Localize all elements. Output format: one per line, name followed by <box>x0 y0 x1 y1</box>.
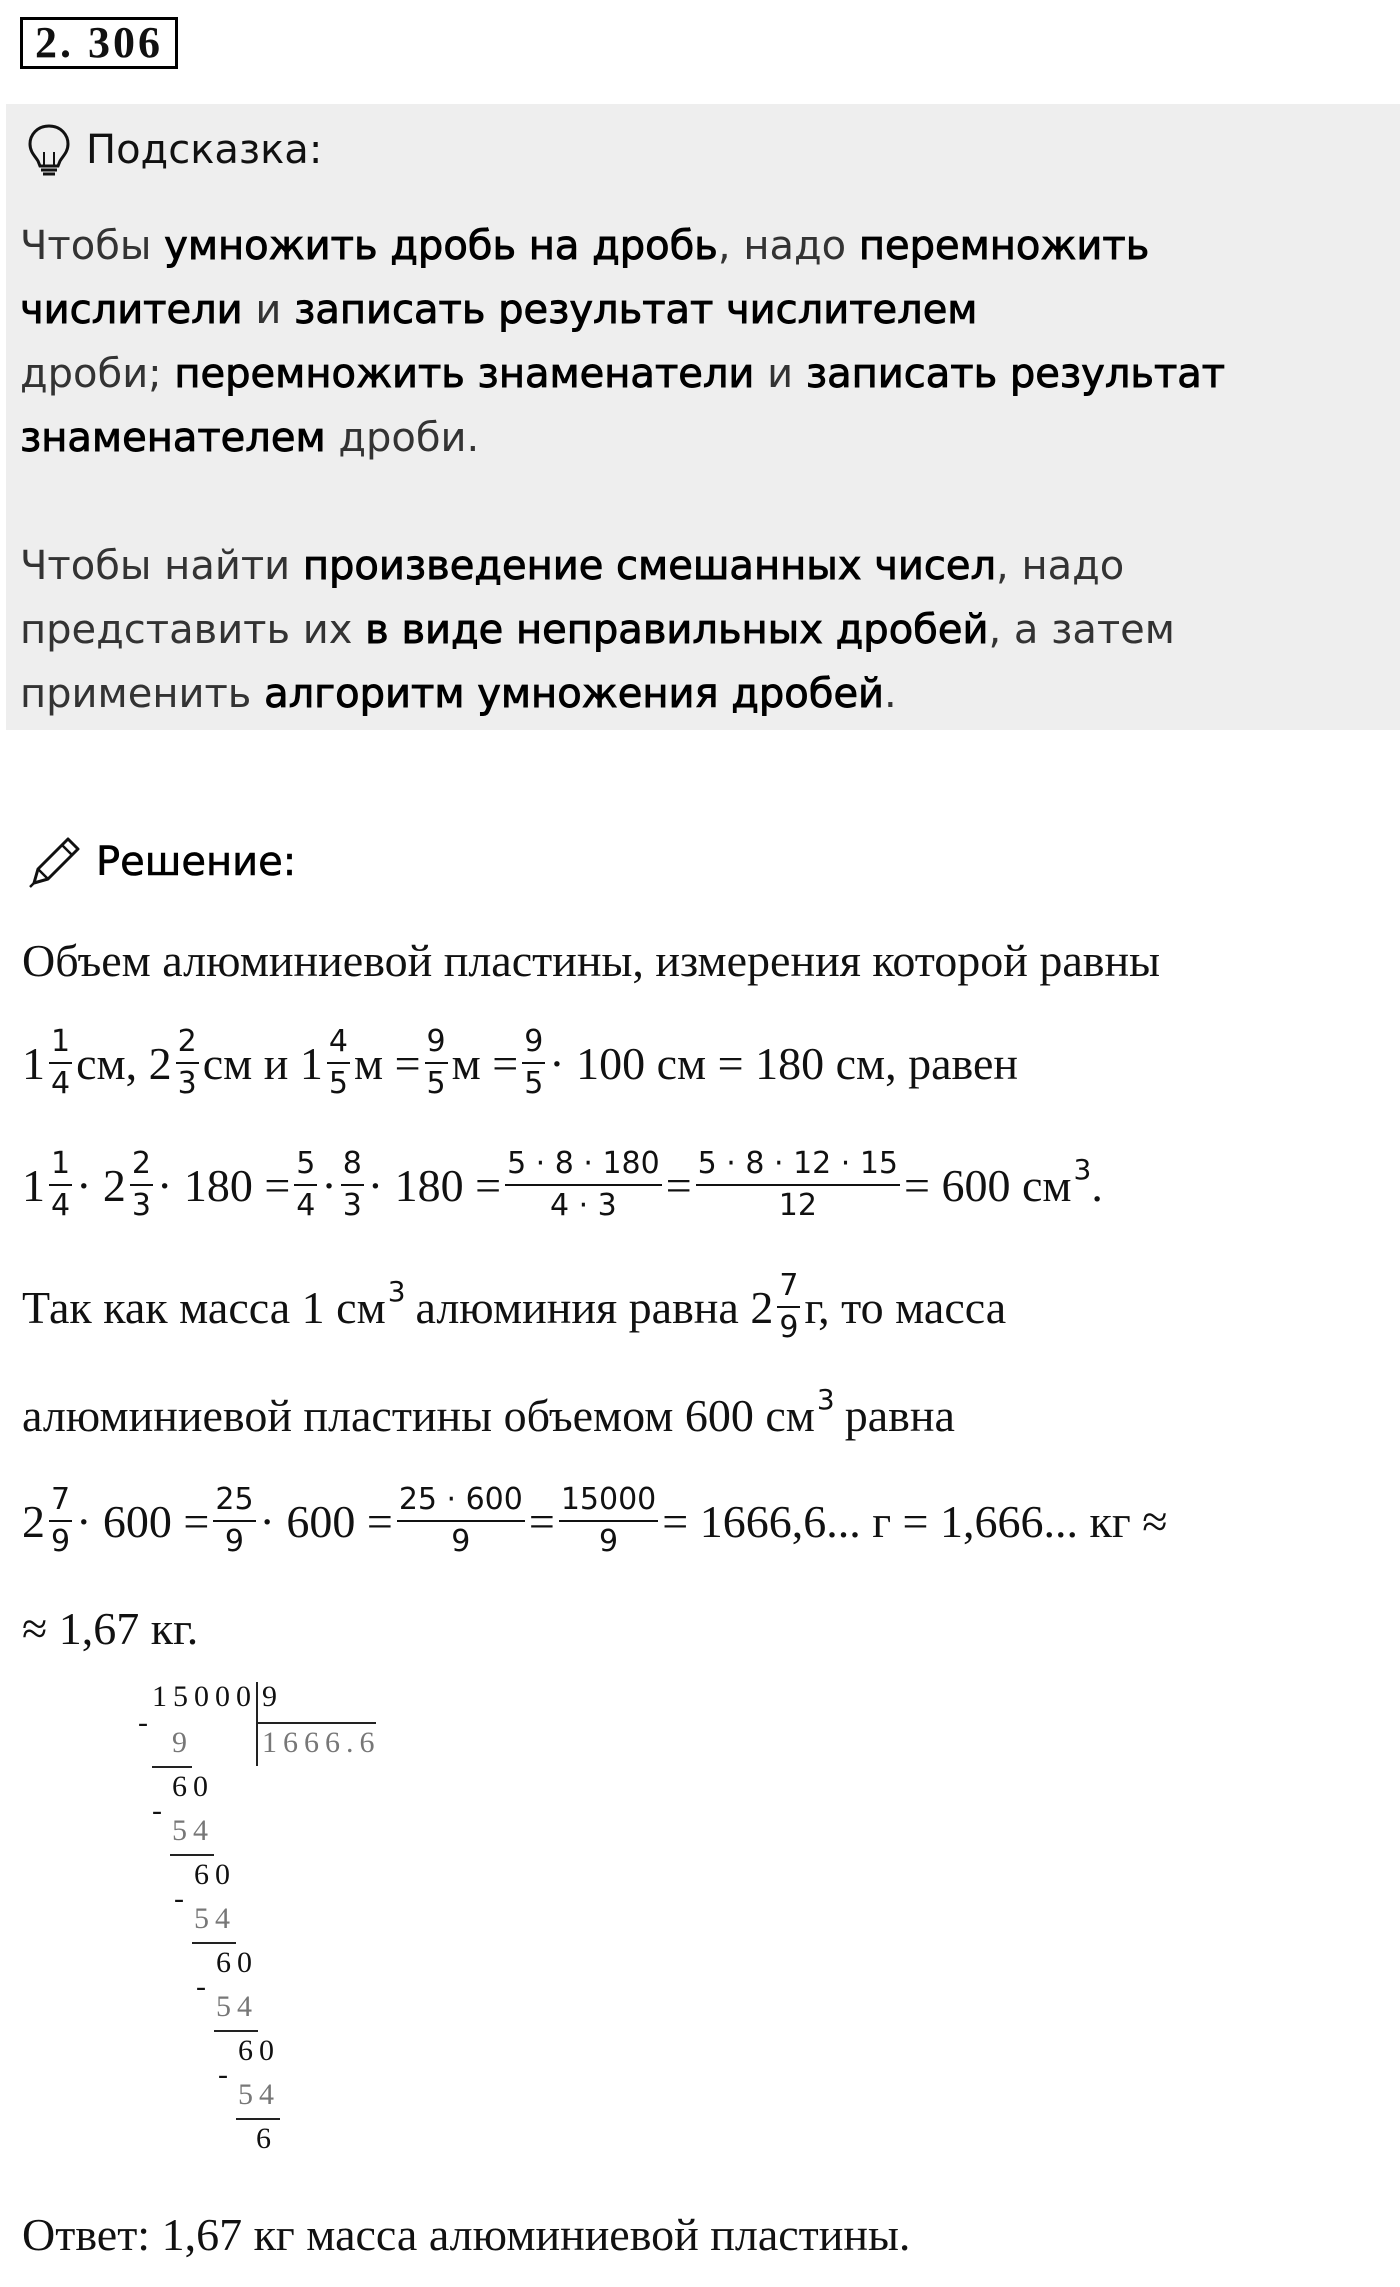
fraction: $\frac{1}{4}$ <box>51 1146 71 1223</box>
ld-line <box>214 2030 258 2032</box>
fraction: $\frac{5 \cdot 8 \cdot 12 \cdot 15}{12}$ <box>697 1146 899 1223</box>
fraction: $\frac{9}{5}$ <box>426 1024 446 1101</box>
fraction: $\frac{1}{4}$ <box>51 1024 71 1101</box>
hint-p1-line-2: числители и записать результат числителем <box>20 287 978 333</box>
problem-number: 2. 306 <box>20 17 178 69</box>
fraction: $\frac{25}{9}$ <box>215 1482 254 1559</box>
ld-line <box>152 1766 192 1768</box>
answer: Ответ: 1,67 кг масса алюминиевой пластины. <box>22 2208 911 2260</box>
ld-subtrahend: 54 <box>172 1814 214 1847</box>
ld-quotient: 1666.6 <box>262 1726 381 1759</box>
solution-line-6: 2 $\frac{7}{9}$ · 600 = $\frac{25}{9}$ · 600 = $\frac{25 \cdot 600}{9}$ = $\frac{15000}{9}$ = 1666,6... г = 1,666... кг ≈ <box>22 1476 1167 1566</box>
ld-remainder: 60 <box>238 2034 280 2067</box>
fraction: $\frac{4}{5}$ <box>328 1024 348 1101</box>
ld-line <box>192 1942 236 1944</box>
fraction: $\frac{15000}{9}$ <box>560 1482 657 1559</box>
ld-remainder: 60 <box>172 1770 214 1803</box>
fraction: $\frac{7}{9}$ <box>779 1268 799 1345</box>
ld-subtrahend: 54 <box>238 2078 280 2111</box>
pencil-icon <box>24 831 86 893</box>
fraction: $\frac{7}{9}$ <box>51 1482 71 1559</box>
ld-remainder: 6 <box>256 2122 277 2155</box>
fraction: $\frac{2}{3}$ <box>177 1024 197 1101</box>
ld-quotient-line <box>256 1722 376 1724</box>
ld-remainder: 60 <box>194 1858 236 1891</box>
fraction: $\frac{5}{4}$ <box>296 1146 316 1223</box>
hint-p1-line-3: дроби; перемножить знаменатели и записать результат <box>20 351 1226 397</box>
lightbulb-icon <box>24 122 74 178</box>
fraction: $\frac{2}{3}$ <box>131 1146 152 1223</box>
hint-box <box>6 104 1400 730</box>
ld-minus: - <box>174 1882 184 1915</box>
ld-minus: - <box>152 1794 162 1827</box>
ld-minus: - <box>218 2058 228 2091</box>
ld-minus: - <box>196 1970 206 2003</box>
hint-paragraph-2 <box>20 534 1370 726</box>
ld-subtrahend: 9 <box>172 1726 193 1759</box>
hint-title: Подсказка: <box>86 127 323 173</box>
hint-p1-line-1: Чтобы умножить дробь на дробь, надо перемножить <box>20 223 1150 269</box>
fraction: $\frac{8}{3}$ <box>342 1146 362 1223</box>
fraction: $\frac{5 \cdot 8 \cdot 180}{4 \cdot 3}$ <box>507 1146 660 1223</box>
ld-line <box>236 2118 280 2120</box>
hint-header <box>24 122 322 178</box>
solution-line-2: 1 $\frac{1}{4}$ см, 2 $\frac{2}{3}$ см и 1 $\frac{4}{5}$ м = $\frac{9}{5}$ м = $\frac{9}{5}$ · 100 см = 180 см, равен <box>22 1018 1018 1108</box>
solution-line-3: 1 $\frac{1}{4}$ · 2 $\frac{2}{3}$ · 180 = $\frac{5}{4}$ · $\frac{8}{3}$ · 180 = $\frac{5 \cdot 8 \cdot 180}{4 \cdot 3}$ = $\frac{5 \cdot 8 \cdot 12 \cdot 15}{12}$ = 600 см 3 . <box>22 1140 1103 1230</box>
ld-minus: - <box>138 1706 148 1739</box>
fraction: $\frac{25 \cdot 600}{9}$ <box>398 1482 523 1559</box>
solution-line-5: алюминиевой пластины объемом 600 см 3 равна <box>22 1382 955 1441</box>
ld-dividend: 15000 <box>152 1680 257 1713</box>
ld-divisor: 9 <box>262 1680 283 1713</box>
hint-p2-line-3: применить алгоритм умножения дробей. <box>20 671 897 717</box>
solution-line-1: Объем алюминиевой пластины, измерения которой равны <box>22 934 1161 986</box>
solution-header <box>24 830 296 894</box>
hint-paragraph-1 <box>20 214 1370 470</box>
fraction: $\frac{9}{5}$ <box>524 1024 544 1101</box>
solution-title: Решение: <box>96 839 297 885</box>
ld-line <box>170 1854 214 1856</box>
hint-p2-line-1: Чтобы найти произведение смешанных чисел, надо <box>20 543 1125 589</box>
ld-vertical-line <box>256 1682 258 1766</box>
ld-remainder: 60 <box>216 1946 258 1979</box>
solution-line-7: ≈ 1,67 кг. <box>22 1602 199 1654</box>
solution-line-4: Так как масса 1 см 3 алюминия равна 2 $\frac{7}{9}$ г, то масса <box>22 1262 1006 1352</box>
ld-subtrahend: 54 <box>216 1990 258 2023</box>
ld-subtrahend: 54 <box>194 1902 236 1935</box>
hint-p1-line-4: знаменателем дроби. <box>20 415 480 461</box>
hint-p2-line-2: представить их в виде неправильных дробей, а затем <box>20 607 1175 653</box>
